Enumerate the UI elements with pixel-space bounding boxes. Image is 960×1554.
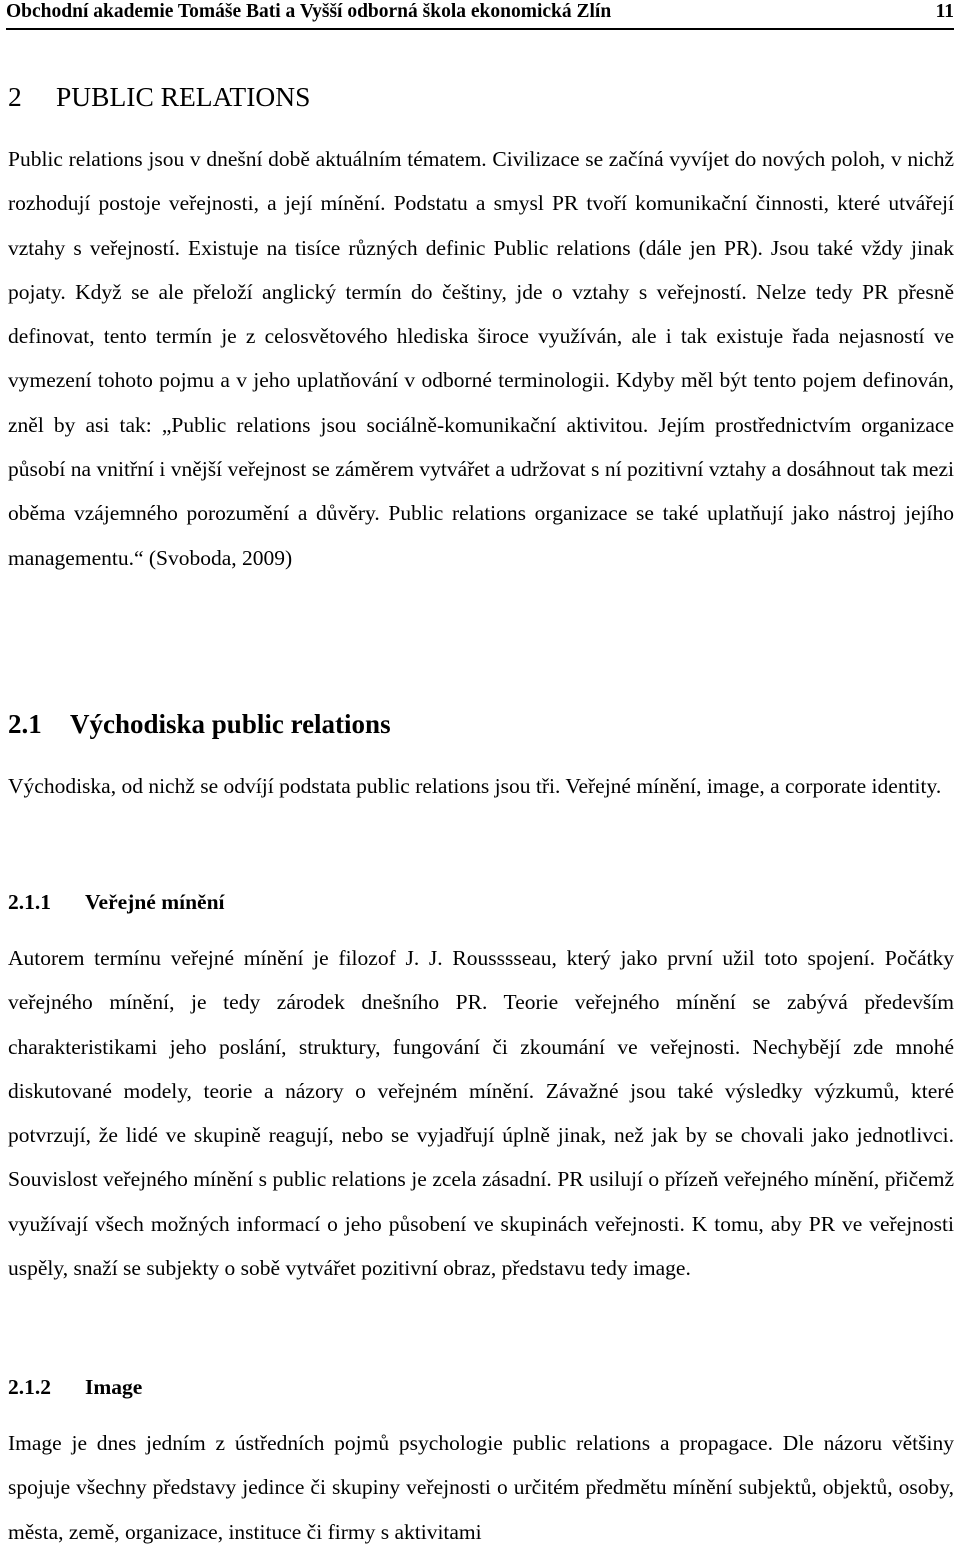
- section-heading-2-1-1: [8, 888, 225, 916]
- section-title: Východiska public relations: [70, 709, 391, 739]
- header-institution: Obchodní akademie Tomáše Bati a Vyšší odborná škola ekonomická Zlín: [6, 1, 612, 22]
- paragraph-verejne-mineni: Autorem termínu veřejné mínění je filozof J. J. Rousssseau, který jako první užil toto spojení. Počátky veřejného mínění, je tedy zárodek dnešního PR. Teorie veřejného mínění se zabývá především charakteristikami jeho poslání, struktury, fungování či zkoumání ve veřejnosti. Nechybějí zde mnohé diskutované modely, teorie a názory o veřejném mínění. Závažné jsou také výsledky výzkumů, které potvrzují, že lidé ve skupině reagují, nebo se vyjadřují úplně jinak, než jak by se chovali jako jednotlivci. Souvislost veřejného mínění s public relations je zcela zásadní. PR usilují o přízeň veřejného mínění, přičemž využívají všech možných informací o jeho působení ve skupinách veřejnosti. K tomu, aby PR ve veřejnosti uspěly, snaží se subjekty o sobě vytvářet pozitivní obraz, představu tedy image.: [8, 946, 954, 1281]
- section-number: 2.1.2: [8, 1375, 51, 1399]
- section-heading-2-1-2: [8, 1373, 142, 1401]
- paragraph-intro: Public relations jsou v dnešní době aktuálním tématem. Civilizace se začíná vyvíjet do nových poloh, v nichž rozhodují postoje veřejnosti, a její mínění. Podstatu a smysl PR tvoří komunikační činnosti, které utvářejí vztahy s veřejností. Existuje na tisíce různých definic Public relations (dále jen PR). Jsou také vždy jinak pojaty. Když se ale přeloží anglický termín do češtiny, jde o vztahy s veřejností. Nelze tedy PR přesně definovat, tento termín je z celosvětového hlediska široce využíván, ale i tak existuje řada nejasností ve vymezení tohoto pojmu a v jeho uplatňování v odborné terminologii. Kdyby měl být tento pojem definován, zněl by asi tak: „Public relations jsou sociálně-komunikační aktivitou. Jejím prostřednictvím organizace působí na vnitřní i vnější veřejnost se záměrem vytvářet a udržovat s ní pozitivní vztahy a dosáhnout tak mezi oběma vzájemného porozumění a důvěry. Public relations organizace se také uplatňují jako nástroj jejího managementu.“ (Svoboda, 2009): [8, 147, 954, 570]
- chapter-number: 2: [8, 81, 22, 112]
- section-title: Veřejné mínění: [85, 890, 225, 914]
- section-number: 2.1.1: [8, 890, 51, 914]
- page-header: [6, 0, 954, 30]
- page-number: 11: [935, 1, 954, 22]
- section-heading-2-1: [8, 706, 391, 742]
- chapter-title: PUBLIC RELATIONS: [56, 81, 311, 112]
- section-number: 2.1: [8, 709, 42, 739]
- chapter-heading: [8, 80, 310, 114]
- paragraph-vychodiska: Východiska, od nichž se odvíjí podstata public relations jsou tři. Veřejné mínění, image, a corporate identity.: [8, 774, 942, 798]
- section-title: Image: [85, 1375, 143, 1399]
- paragraph-image: Image je dnes jedním z ústředních pojmů psychologie public relations a propagace. Dle názoru většiny spojuje všechny představy jedince či skupiny veřejnosti o určitém předmětu mínění subjektů, objektů, osoby, města, země, organizace, instituce či firmy s aktivitami: [8, 1431, 954, 1544]
